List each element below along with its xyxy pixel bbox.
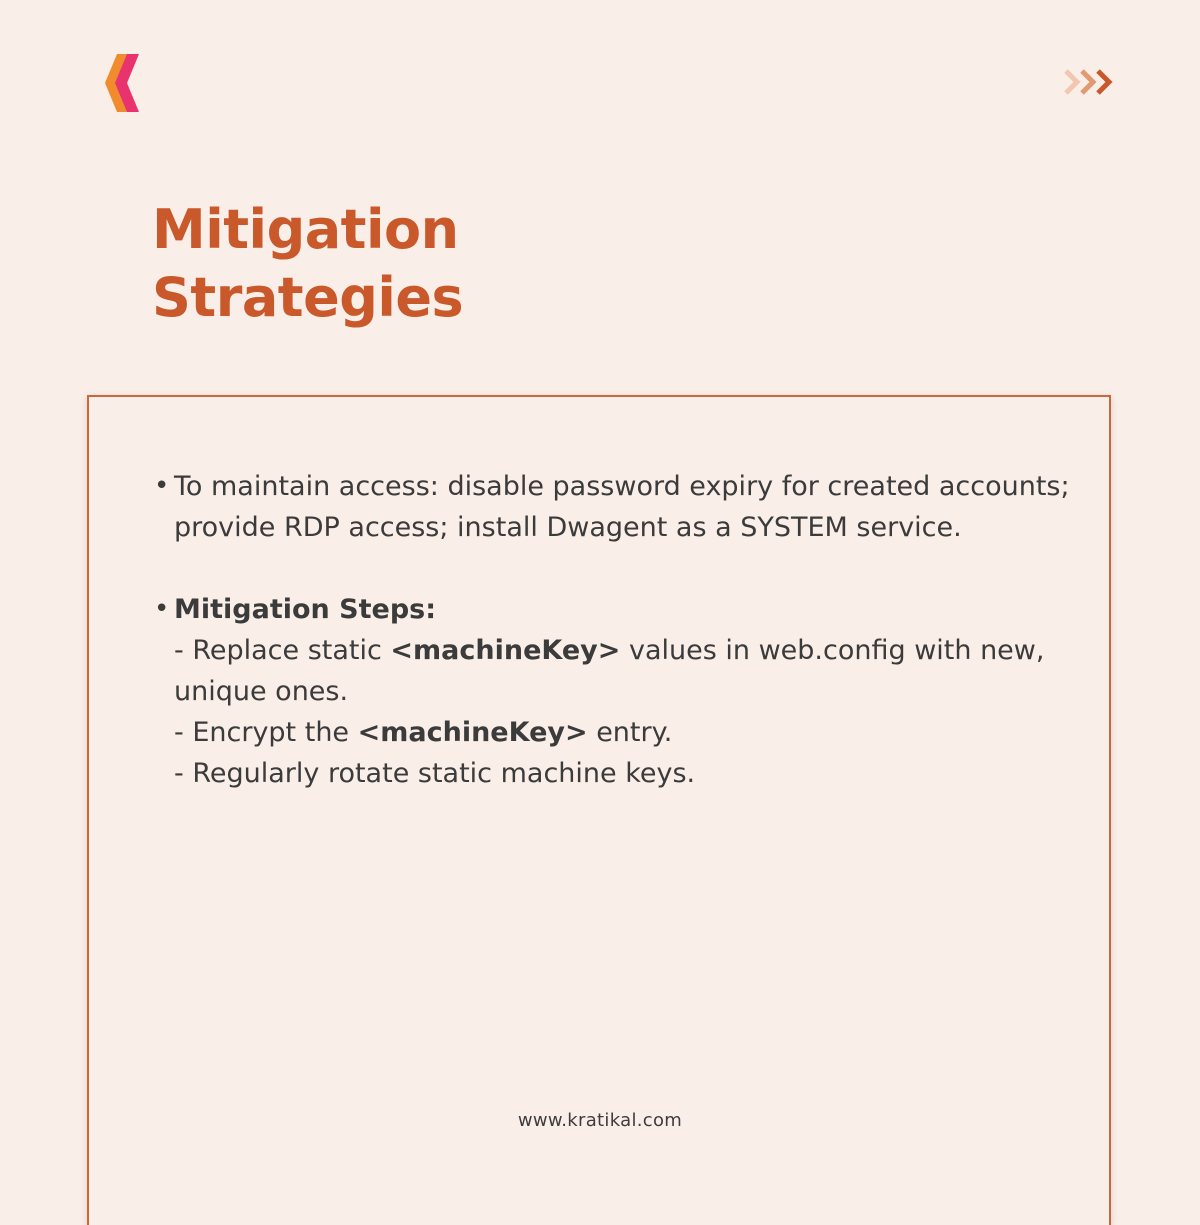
footer-url[interactable]: www.kratikal.com	[517, 1110, 683, 1131]
brand-logo-icon	[103, 54, 141, 112]
mitigation-steps-heading: • Mitigation Steps:	[174, 594, 437, 625]
title-line-1: Mitigation	[152, 198, 459, 261]
content-list	[174, 466, 1074, 794]
title-line-2: Strategies	[152, 266, 464, 329]
machinekey-code: <machineKey>	[357, 717, 588, 748]
bullet-mitigation-steps	[174, 589, 1074, 794]
mitigation-step-1: - Replace static <machineKey> values in web.config with new, unique ones.	[174, 635, 1045, 707]
mitigation-step-3: - Regularly rotate static machine keys.	[174, 758, 696, 789]
mitigation-step-2: - Encrypt the <machineKey> entry.	[174, 717, 673, 748]
bullet-maintain-access: • To maintain access: disable password expiry for created accounts; provide RDP access; install Dwagent as a SYSTEM service.	[174, 466, 1074, 548]
page-title	[152, 196, 463, 332]
machinekey-code: <machineKey>	[390, 635, 621, 666]
next-arrows-icon[interactable]	[1063, 68, 1115, 96]
